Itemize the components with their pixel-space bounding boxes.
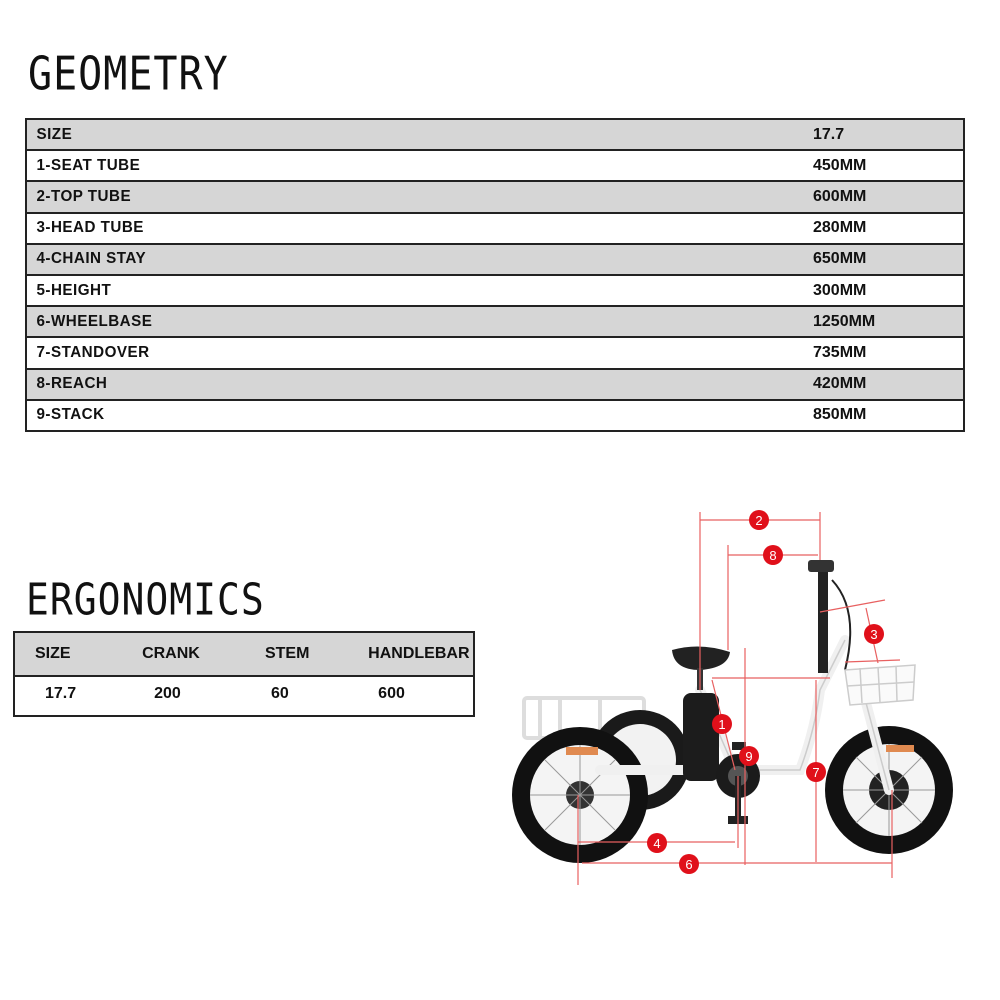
table-row bbox=[27, 182, 963, 213]
table-row bbox=[27, 307, 963, 338]
row-label: SIZE bbox=[36, 125, 73, 143]
table-row bbox=[27, 214, 963, 245]
row-value: 1250MM bbox=[813, 312, 876, 330]
row-label: 5-HEIGHT bbox=[36, 281, 112, 299]
svg-text:8: 8 bbox=[769, 548, 777, 563]
ergonomics-table bbox=[13, 631, 475, 717]
svg-text:7: 7 bbox=[812, 765, 820, 780]
value-handlebar: 600 bbox=[378, 685, 405, 702]
row-value: 280MM bbox=[813, 219, 867, 237]
row-value: 450MM bbox=[813, 156, 867, 174]
table-row bbox=[27, 245, 963, 276]
row-value: 735MM bbox=[813, 343, 867, 361]
table-row bbox=[15, 677, 473, 723]
svg-text:9: 9 bbox=[745, 749, 753, 764]
row-value: 600MM bbox=[813, 187, 867, 205]
seat-icon bbox=[672, 646, 730, 690]
table-row bbox=[27, 338, 963, 369]
ergonomics-title: ERGONOMICS bbox=[26, 574, 265, 625]
value-stem: 60 bbox=[271, 685, 289, 702]
svg-text:1: 1 bbox=[718, 717, 726, 732]
value-size: 17.7 bbox=[45, 685, 77, 702]
battery-icon bbox=[683, 693, 719, 781]
table-row bbox=[27, 120, 963, 151]
table-header-row bbox=[15, 633, 473, 677]
marker-6-icon bbox=[679, 854, 699, 874]
header-stem: STEM bbox=[264, 645, 310, 662]
row-label: 8-REACH bbox=[36, 375, 108, 393]
geometry-table bbox=[25, 118, 965, 432]
row-label: 6-WHEELBASE bbox=[36, 312, 153, 330]
marker-1-icon bbox=[712, 714, 732, 734]
row-value: 17.7 bbox=[813, 125, 845, 143]
marker-7-icon bbox=[806, 762, 826, 782]
marker-9-icon bbox=[739, 746, 759, 766]
front-basket-icon bbox=[845, 665, 915, 705]
row-value: 420MM bbox=[813, 375, 867, 393]
row-label: 2-TOP TUBE bbox=[36, 187, 132, 205]
row-label: 7-STANDOVER bbox=[36, 343, 150, 361]
marker-3-icon bbox=[864, 624, 884, 644]
svg-text:3: 3 bbox=[870, 627, 878, 642]
marker-2-icon bbox=[749, 510, 769, 530]
row-value: 300MM bbox=[813, 281, 867, 299]
tricycle-geometry-diagram bbox=[500, 500, 980, 900]
marker-4-icon bbox=[647, 833, 667, 853]
row-label: 9-STACK bbox=[36, 406, 105, 424]
svg-text:4: 4 bbox=[653, 836, 661, 851]
table-row bbox=[27, 151, 963, 182]
header-crank: CRANK bbox=[142, 645, 200, 662]
row-value: 850MM bbox=[813, 406, 867, 424]
table-row bbox=[27, 276, 963, 307]
value-crank: 200 bbox=[154, 685, 181, 702]
table-row bbox=[27, 370, 963, 401]
header-size: SIZE bbox=[35, 645, 71, 662]
table-row bbox=[27, 401, 963, 430]
header-handlebar: HANDLEBAR bbox=[368, 645, 470, 662]
svg-text:2: 2 bbox=[755, 513, 763, 528]
row-label: 3-HEAD TUBE bbox=[36, 219, 144, 237]
row-label: 1-SEAT TUBE bbox=[36, 156, 141, 174]
marker-8-icon bbox=[763, 545, 783, 565]
row-label: 4-CHAIN STAY bbox=[36, 250, 147, 268]
geometry-title: GEOMETRY bbox=[28, 48, 229, 101]
svg-text:6: 6 bbox=[685, 857, 693, 872]
handlebar-icon bbox=[808, 560, 850, 673]
row-value: 650MM bbox=[813, 250, 867, 268]
